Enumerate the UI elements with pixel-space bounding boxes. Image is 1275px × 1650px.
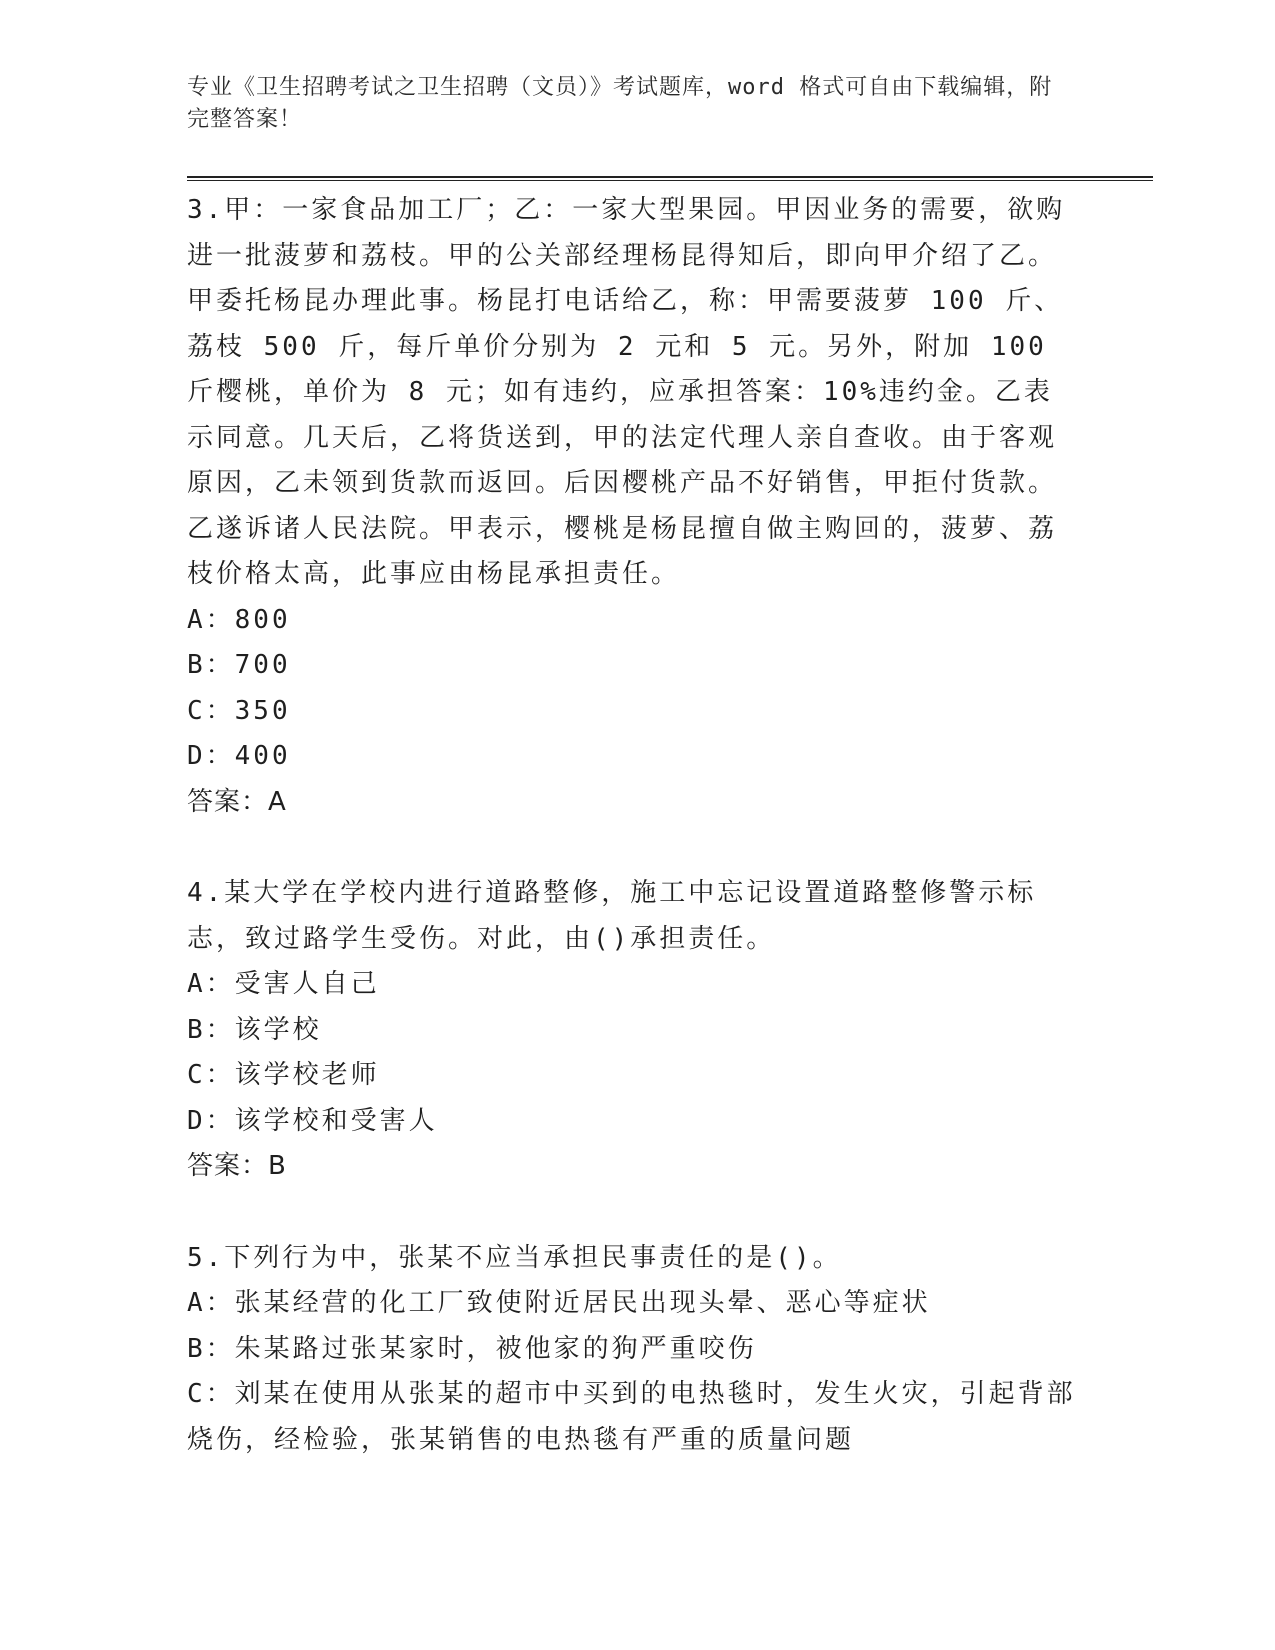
document-header: 专业《卫生招聘考试之卫生招聘（文员）》考试题库，word 格式可自由下载编辑，附完整答案！: [187, 75, 1053, 132]
question-5: [187, 1236, 1077, 1464]
option-c: C：该学校老师: [187, 1060, 380, 1090]
question-stem: 3.甲：一家食品加工厂；乙：一家大型果园。甲因业务的需要，欲购进一批菠萝和荔枝。甲的公关部经理杨昆得知后，即向甲介绍了乙。甲委托杨昆办理此事。杨昆打电话给乙，称：甲需要菠萝 100 斤、荔枝 500 斤，每斤单价分别为 2 元和 5 元。另外，附加 100 斤樱桃，单价为 8 元；如有违约，应承担答案：10%违约金。乙表示同意。几天后，乙将货送到，甲的法定代理人亲自查收。由于客观原因，乙未领到货款而返回。后因樱桃产品不好销售，甲拒付货款。乙遂诉诸人民法院。甲表示，樱桃是杨昆擅自做主购回的，菠萝、荔枝价格太高，此事应由杨昆承担责任。: [187, 195, 1066, 589]
option-a: A：800: [187, 604, 291, 635]
option-a: A：张某经营的化工厂致使附近居民出现头晕、恶心等症状: [187, 1288, 931, 1318]
answer-line: 答案：A: [187, 786, 287, 817]
option-b: B：700: [187, 650, 291, 680]
question-list: [187, 188, 1077, 1463]
option-d: D：该学校和受害人: [187, 1105, 438, 1136]
question-3: [187, 188, 1077, 825]
option-a: A：受害人自己: [187, 969, 380, 999]
option-c: C：刘某在使用从张某的超市中买到的电热毯时，发生火灾，引起背部烧伤，经检验，张某销售的电热毯有严重的质量问题: [187, 1379, 1076, 1455]
answer-line: 答案：B: [187, 1151, 287, 1181]
option-d: D：400: [187, 741, 291, 771]
question-stem: 4.某大学在学校内进行道路整修，施工中忘记设置道路整修警示标志，致过路学生受伤。对此，由()承担责任。: [187, 878, 1037, 954]
option-c: C：350: [187, 695, 291, 726]
question-4: [187, 871, 1077, 1190]
question-stem: 5.下列行为中，张某不应当承担民事责任的是()。: [187, 1242, 842, 1273]
option-b: B：朱某路过张某家时，被他家的狗严重咬伤: [187, 1333, 757, 1364]
header-divider: [187, 176, 1153, 181]
option-b: B：该学校: [187, 1014, 322, 1045]
